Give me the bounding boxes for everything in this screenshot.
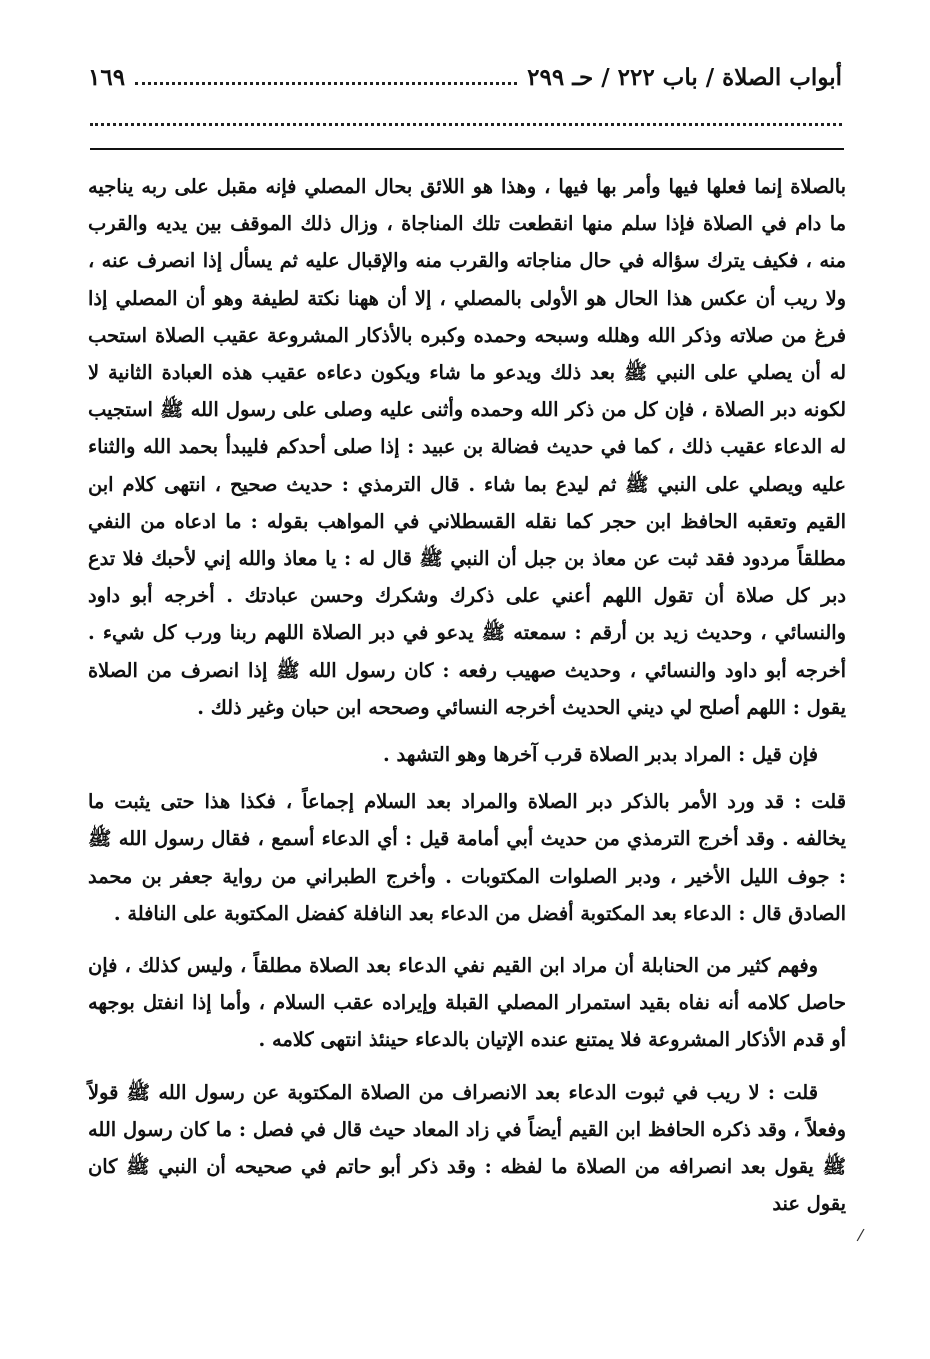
margin-mark: / (856, 1224, 866, 1245)
header-title: أبواب الصلاة / باب ٢٢٢ / حـ ٢٩٩ (527, 63, 842, 91)
main-text (88, 168, 846, 1222)
page-number: ١٦٩ (88, 63, 126, 91)
paragraph: قلت : لا ريب في ثبوت الدعاء بعد الانصراف من الصلاة المكتوبة عن رسول الله ﷺ قولاً وفعلاً ، وقد ذكره الحافظ ابن القيم أيضاً في زاد المعاد حيث قال في فصل : ما كان رسول الله ﷺ يقول بعد انصرافه من الصلاة ما لفظه : وقد ذكر أبو حاتم في صحيحه أن النبي ﷺ كان يقول عند (88, 1080, 846, 1216)
header-rule (90, 148, 844, 150)
paragraph: بالصلاة إنما فعلها فيها وأمر بها فيها ، وهذا هو اللائق بحال المصلي فإنه مقبل على ربه يناجيه ما دام في الصلاة فإذا سلم منها انقطعت تلك المناجاة ، وزال ذلك الموقف بين يديه والقرب منه ، فكيف يترك سؤاله في حال مناجاته والقرب منه والإقبال عليه ثم يسأل إذا انصرف عنه ، ولا ريب أن عكس هذا الحال هو الأولى بالمصلي ، إلا أن ههنا نكتة لطيفة وهو أن المصلي إذا فرغ من صلاته وذكر الله وهلله وسبحه وحمده وكبره بالأذكار المشروعة عقيب الصلاة استحب له أن يصلي على النبي ﷺ بعد ذلك ويدعو ما شاء ويكون دعاءه عقيب هذه العبادة الثانية لا لكونه دبر الصلاة ، فإن كل من ذكر الله وحمده وأثنى عليه وصلى على رسول الله ﷺ استجيب له الدعاء عقيب ذلك ، كما في حديث فضالة بن عبيد : إذا صلى أحدكم فليبدأ بحمد الله والثناء عليه ويصلي على النبي ﷺ ثم ليدع بما شاء . قال الترمذي : حديث صحيح ، انتهى كلام ابن القيم وتعقبه الحافظ ابن حجر كما نقله القسطلاني في المواهب بقوله : ما ادعاه من النفي مطلقاً مردود فقد ثبت عن معاذ بن جبل أن النبي ﷺ قال له : يا معاذ والله إني لأحبك فلا تدع دبر كل صلاة أن تقول اللهم أعني على ذكرك وشكرك وحسن عبادتك . أخرجه أبو داود والنسائي ، وحديث زيد بن أرقم : سمعته ﷺ يدعو في دبر الصلاة اللهم ربنا ورب كل شيء . أخرجه أبو داود والنسائي ، وحديث صهيب رفعه : كان رسول الله ﷺ إذا انصرف من الصلاة يقول : اللهم أصلح لي ديني الحديث أخرجه النسائي وصححه ابن حبان وغير ذلك . (88, 175, 846, 719)
dotted-divider (90, 123, 842, 126)
running-header (88, 60, 842, 94)
header-dot-leader (135, 82, 517, 85)
paragraph: قلت : قد ورد الأمر بالذكر دبر الصلاة والمراد بعد السلام إجماعاً ، فكذا هذا حتى يثبت ما يخالفه . وقد أخرج الترمذي من حديث أبي أمامة قيل : أي الدعاء أسمع ، فقال رسول الله ﷺ : جوف الليل الأخير ، ودبر الصلوات المكتوبات . وأخرج الطبراني من رواية جعفر بن محمد الصادق قال : الدعاء بعد المكتوبة أفضل من الدعاء بعد النافلة كفضل المكتوبة على النافلة . (88, 790, 846, 925)
paragraph: فإن قيل : المراد بدبر الصلاة قرب آخرها وهو التشهد . (383, 743, 818, 767)
paragraph: وفهم كثير من الحنابلة أن مراد ابن القيم نفي الدعاء بعد الصلاة مطلقاً ، وليس كذلك ، فإن حاصل كلامه أنه نفاه بقيد استمرار المصلي القبلة وإيراده عقب السلام ، وأما إذا انفتل بوجهه أو قدم الأذكار المشروعة فلا يمتنع عنده الإتيان بالدعاء حينئذ انتهى كلامه . (88, 954, 846, 1052)
